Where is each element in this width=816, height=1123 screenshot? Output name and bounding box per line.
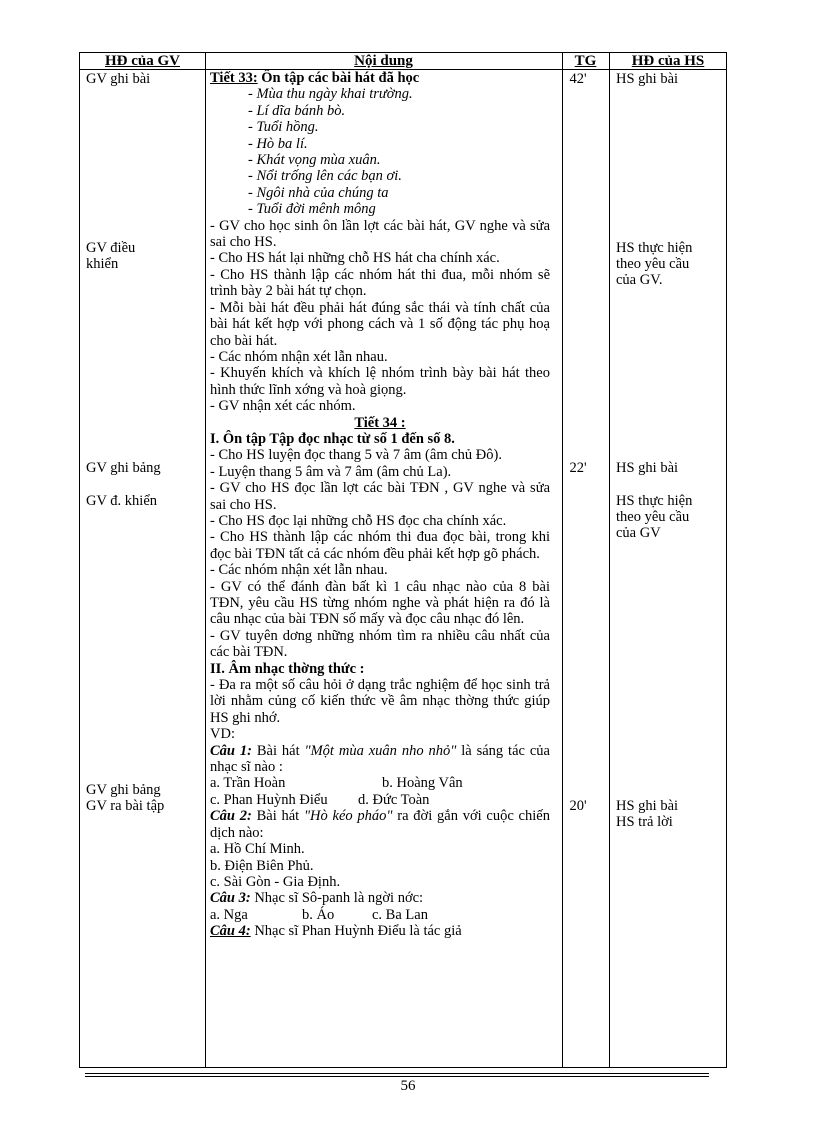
header-gv: HĐ của GV bbox=[105, 53, 180, 69]
question-label: Câu 4: bbox=[210, 923, 251, 940]
answer-option: b. Hoàng Vân bbox=[382, 775, 463, 792]
question-text: Nhạc sĩ Phan Huỳnh Điểu là tác giả bbox=[250, 923, 462, 940]
paragraph: - Mỗi bài hát đều phải hát đúng sắc thái và tính chất của bài hát kết hợp với phong cách và 1 số động tác phụ hoạ cho bài hát. bbox=[210, 299, 550, 349]
hs-note: của GV bbox=[616, 525, 661, 541]
tiet33-title: Ôn tập các bài hát đã học bbox=[257, 70, 420, 86]
song-item: - Hò ba lí. bbox=[248, 135, 308, 152]
header-tg: TG bbox=[574, 53, 597, 69]
paragraph: - Cho HS thành lập các nhóm thi đua đọc bài, trong khi đọc bài TĐN tất cả các nhóm đều phải kết hợp gõ phách. bbox=[210, 529, 550, 562]
song-item: - Nổi trống lên các bạn ơi. bbox=[248, 168, 402, 185]
paragraph: - GV cho HS đọc lần lợt các bài TĐN , GV nghe và sửa sai cho HS. bbox=[210, 480, 550, 513]
time-value: 20' bbox=[569, 798, 587, 814]
song-item: - Tuổi đời mênh mông bbox=[248, 201, 376, 218]
song-item: - Ngôi nhà của chúng ta bbox=[248, 184, 389, 201]
question bbox=[210, 890, 550, 906]
hs-note: HS ghi bài bbox=[616, 798, 679, 814]
header-hs: HĐ của HS bbox=[631, 53, 705, 69]
paragraph: - GV nhận xét các nhóm. bbox=[210, 398, 356, 415]
hs-note: HS thực hiện bbox=[616, 493, 693, 509]
question bbox=[210, 808, 550, 841]
song-item: - Khát vọng mùa xuân. bbox=[248, 152, 381, 169]
lesson-table bbox=[79, 52, 727, 1068]
tiet33-heading bbox=[210, 70, 550, 86]
tiet34-heading: Tiết 34 : bbox=[354, 414, 406, 431]
paragraph: - Luyện thang 5 âm và 7 âm (âm chủ La). bbox=[210, 463, 452, 480]
hs-note: HS trả lời bbox=[616, 814, 673, 830]
time-value: 22' bbox=[569, 460, 587, 476]
answer-option: c. Sài Gòn - Gia Định. bbox=[210, 873, 341, 890]
section-heading: II. Âm nhạc thờng thức : bbox=[210, 660, 365, 677]
question-label: Câu 3: bbox=[210, 890, 251, 907]
answer-row bbox=[210, 775, 550, 791]
gv-note: GV điều bbox=[86, 240, 136, 256]
paragraph: - Đa ra một số câu hỏi ở dạng trắc nghiệm để học sinh trả lời nhằm củng cố kiến thức về âm nhạc thờng thức giúp HS ghi nhớ. bbox=[210, 677, 550, 726]
answer-option: c. Phan Huỳnh Điểu bbox=[210, 791, 328, 808]
tiet33-label: Tiết 33: bbox=[210, 70, 258, 86]
page-number: 56 bbox=[400, 1078, 416, 1094]
hs-note: theo yêu cầu bbox=[616, 256, 690, 272]
song-item: - Tuổi hồng. bbox=[248, 119, 319, 136]
hs-note: HS ghi bài bbox=[616, 460, 679, 476]
gv-note: GV ghi bài bbox=[86, 71, 151, 87]
answer-option: a. Nga bbox=[210, 906, 248, 923]
answer-option: d. Đức Toàn bbox=[358, 791, 430, 808]
gv-note: GV ghi bảng bbox=[86, 782, 161, 798]
paragraph: - Cho HS hát lại những chỗ HS hát cha chính xác. bbox=[210, 250, 500, 267]
answer-option: b. Điện Biên Phủ. bbox=[210, 857, 314, 874]
question-text: Bài hát bbox=[251, 808, 304, 825]
gv-note: GV ghi bảng bbox=[86, 460, 161, 476]
column-divider bbox=[562, 53, 563, 1067]
answer-row bbox=[210, 792, 550, 808]
paragraph: - Khuyến khích và khích lệ nhóm trình bày bài hát theo hình thức lĩnh xớng và hoà giọng. bbox=[210, 365, 550, 398]
answer-option: b. Áo bbox=[302, 906, 335, 923]
paragraph: - GV tuyên dơng những nhóm tìm ra nhiều câu nhất của các bài TĐN. bbox=[210, 627, 550, 661]
paragraph: - Cho HS luyện đọc thang 5 và 7 âm (âm chủ Đô). bbox=[210, 447, 502, 464]
question-text: Nhạc sĩ Sô-panh là ngời nớc: bbox=[250, 890, 424, 907]
question-label: Câu 1: bbox=[210, 742, 252, 759]
question-text: Bài hát bbox=[251, 742, 305, 759]
song-title: "Một mùa xuân nho nhỏ" bbox=[304, 742, 457, 759]
paragraph: - Cho HS đọc lại những chỗ HS đọc cha chính xác. bbox=[210, 512, 507, 529]
question bbox=[210, 743, 550, 776]
column-divider bbox=[205, 53, 206, 1067]
hs-note: theo yêu cầu bbox=[616, 509, 690, 525]
question-text: là sáng tác của nhạc sĩ nào : bbox=[210, 742, 550, 776]
answer-option: a. Hồ Chí Minh. bbox=[210, 841, 305, 858]
answer-option: c. Ba Lan bbox=[372, 906, 428, 923]
question-label: Câu 2: bbox=[210, 808, 252, 825]
question bbox=[210, 923, 550, 939]
example-label: VD: bbox=[210, 726, 235, 743]
paragraph: - GV cho học sinh ôn lần lợt các bài hát, GV nghe và sửa sai cho HS. bbox=[210, 217, 550, 251]
answer-option: a. Trần Hoàn bbox=[210, 775, 286, 792]
hs-note: HS ghi bài bbox=[616, 71, 679, 87]
section-heading: I. Ôn tập Tập đọc nhạc từ số 1 đến số 8. bbox=[210, 430, 455, 447]
paragraph: - Các nhóm nhận xét lẫn nhau. bbox=[210, 562, 388, 579]
header-content: Nội dung bbox=[354, 53, 413, 69]
question-text: ra đời gắn với cuộc chiến dịch nào: bbox=[210, 808, 550, 841]
paragraph: - Các nhóm nhận xét lẫn nhau. bbox=[210, 348, 388, 365]
hs-note: của GV. bbox=[616, 272, 663, 288]
paragraph: - Cho HS thành lập các nhóm hát thi đua, mỗi nhóm sẽ trình bày 2 bài hát tự chọn. bbox=[210, 266, 550, 300]
gv-note: khiển bbox=[86, 256, 119, 272]
column-divider bbox=[609, 53, 610, 1067]
paragraph: - GV có thể đánh đàn bất kì 1 câu nhạc nào của 8 bài TĐN, yêu cầu HS từng nhóm nghe và phát hiện ra đó là câu nhạc của bài TĐN số mấy và đọc câu nhạc đó lên. bbox=[210, 578, 550, 628]
lesson-content bbox=[210, 70, 550, 940]
time-value: 42' bbox=[569, 71, 587, 87]
song-item: - Lí dĩa bánh bò. bbox=[248, 102, 346, 119]
gv-note: GV đ. khiển bbox=[86, 493, 158, 509]
hs-note: HS thực hiện bbox=[616, 240, 693, 256]
song-title: "Hò kéo pháo" bbox=[303, 808, 393, 825]
song-item: - Mùa thu ngày khai trường. bbox=[248, 86, 413, 103]
answer-row bbox=[210, 907, 550, 923]
gv-note: GV ra bài tập bbox=[86, 798, 165, 814]
